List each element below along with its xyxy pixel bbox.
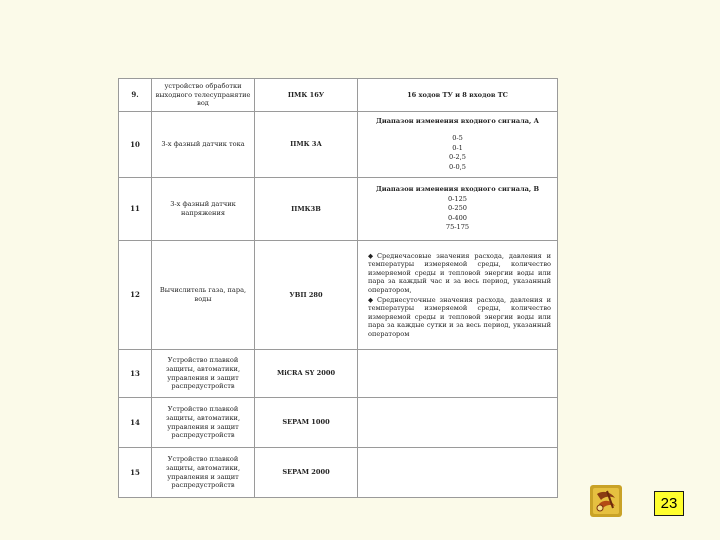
- decorative-logo-icon: [589, 484, 623, 518]
- range-header: Диапазон изменения входного сигнала, А: [376, 116, 539, 125]
- range-header: Диапазон изменения входного сигнала, В: [375, 185, 540, 194]
- device-description: [358, 112, 558, 178]
- row-number: 14: [119, 398, 152, 448]
- table-row: [119, 178, 558, 241]
- device-name: устройство обработки выходного телесупранятие вод: [152, 79, 255, 112]
- device-name: Устройство плавкой защиты, автоматики, управления и защит распредустройств: [152, 350, 255, 398]
- device-description: [358, 350, 558, 398]
- device-description: 16 ходов ТУ и 8 входов ТС: [358, 79, 558, 112]
- range-value: 0-125: [447, 194, 467, 203]
- table-row: [119, 112, 558, 178]
- range-value: 0-5: [452, 134, 463, 143]
- table-row: [119, 398, 558, 448]
- row-number: 13: [119, 350, 152, 398]
- device-name: 3-х фазный датчик тока: [152, 112, 255, 178]
- device-name: Вычислитель газа, пара, воды: [152, 241, 255, 350]
- device-model: ПМК 3А: [255, 112, 358, 178]
- feature-text: Среднечасовые значения расхода, давления и температуры измеряемой среды, количество измеряемой среды и тепловой энергии воды или пара за каждый час и за весь период, указанный оператором,: [368, 251, 551, 294]
- list-item: [368, 296, 551, 339]
- row-number: 11: [119, 178, 152, 241]
- bullet-icon: ◆: [368, 251, 374, 260]
- device-model: SEPAM 1000: [255, 398, 358, 448]
- range-value: 75-175: [445, 223, 470, 232]
- range-value: 0-0,5: [449, 162, 466, 171]
- table-row: [119, 241, 558, 350]
- device-model: УВП 280: [255, 241, 358, 350]
- device-model: SEPAM 2000: [255, 448, 358, 498]
- device-model: ПМК 16У: [255, 79, 358, 112]
- device-model: MiCRA SY 2000: [255, 350, 358, 398]
- range-value: 0-250: [447, 204, 467, 213]
- range-value: 0-1: [452, 143, 463, 152]
- device-name: Устройство плавкой защиты, автоматики, управления и защит распредустройств: [152, 448, 255, 498]
- row-number: 12: [119, 241, 152, 350]
- device-name: 3-х фазный датчик напряжения: [152, 178, 255, 241]
- feature-text: Среднесуточные значения расхода, давления и температуры измеряемой среды, количество измеряемой среды и тепловой энергии воды или пара за каждые сутки и за весь период, указанный оператором: [368, 295, 551, 338]
- table-row: [119, 350, 558, 398]
- row-number: 10: [119, 112, 152, 178]
- page-number-badge: 23: [654, 491, 684, 516]
- range-value: 0-400: [447, 213, 467, 222]
- device-description: [358, 178, 558, 241]
- row-number: 15: [119, 448, 152, 498]
- device-name: Устройство плавкой защиты, автоматики, управления и защит распредустройств: [152, 398, 255, 448]
- bullet-icon: ◆: [368, 295, 374, 304]
- device-description: [358, 398, 558, 448]
- table-row: [119, 448, 558, 498]
- feature-list: [368, 252, 551, 339]
- table-row: [119, 79, 558, 112]
- list-item: [368, 252, 551, 295]
- range-value: 0-2,5: [449, 153, 466, 162]
- device-description: [358, 241, 558, 350]
- equipment-table: [118, 78, 558, 498]
- device-description: [358, 448, 558, 498]
- device-model: ПМК3В: [255, 178, 358, 241]
- row-number: 9.: [119, 79, 152, 112]
